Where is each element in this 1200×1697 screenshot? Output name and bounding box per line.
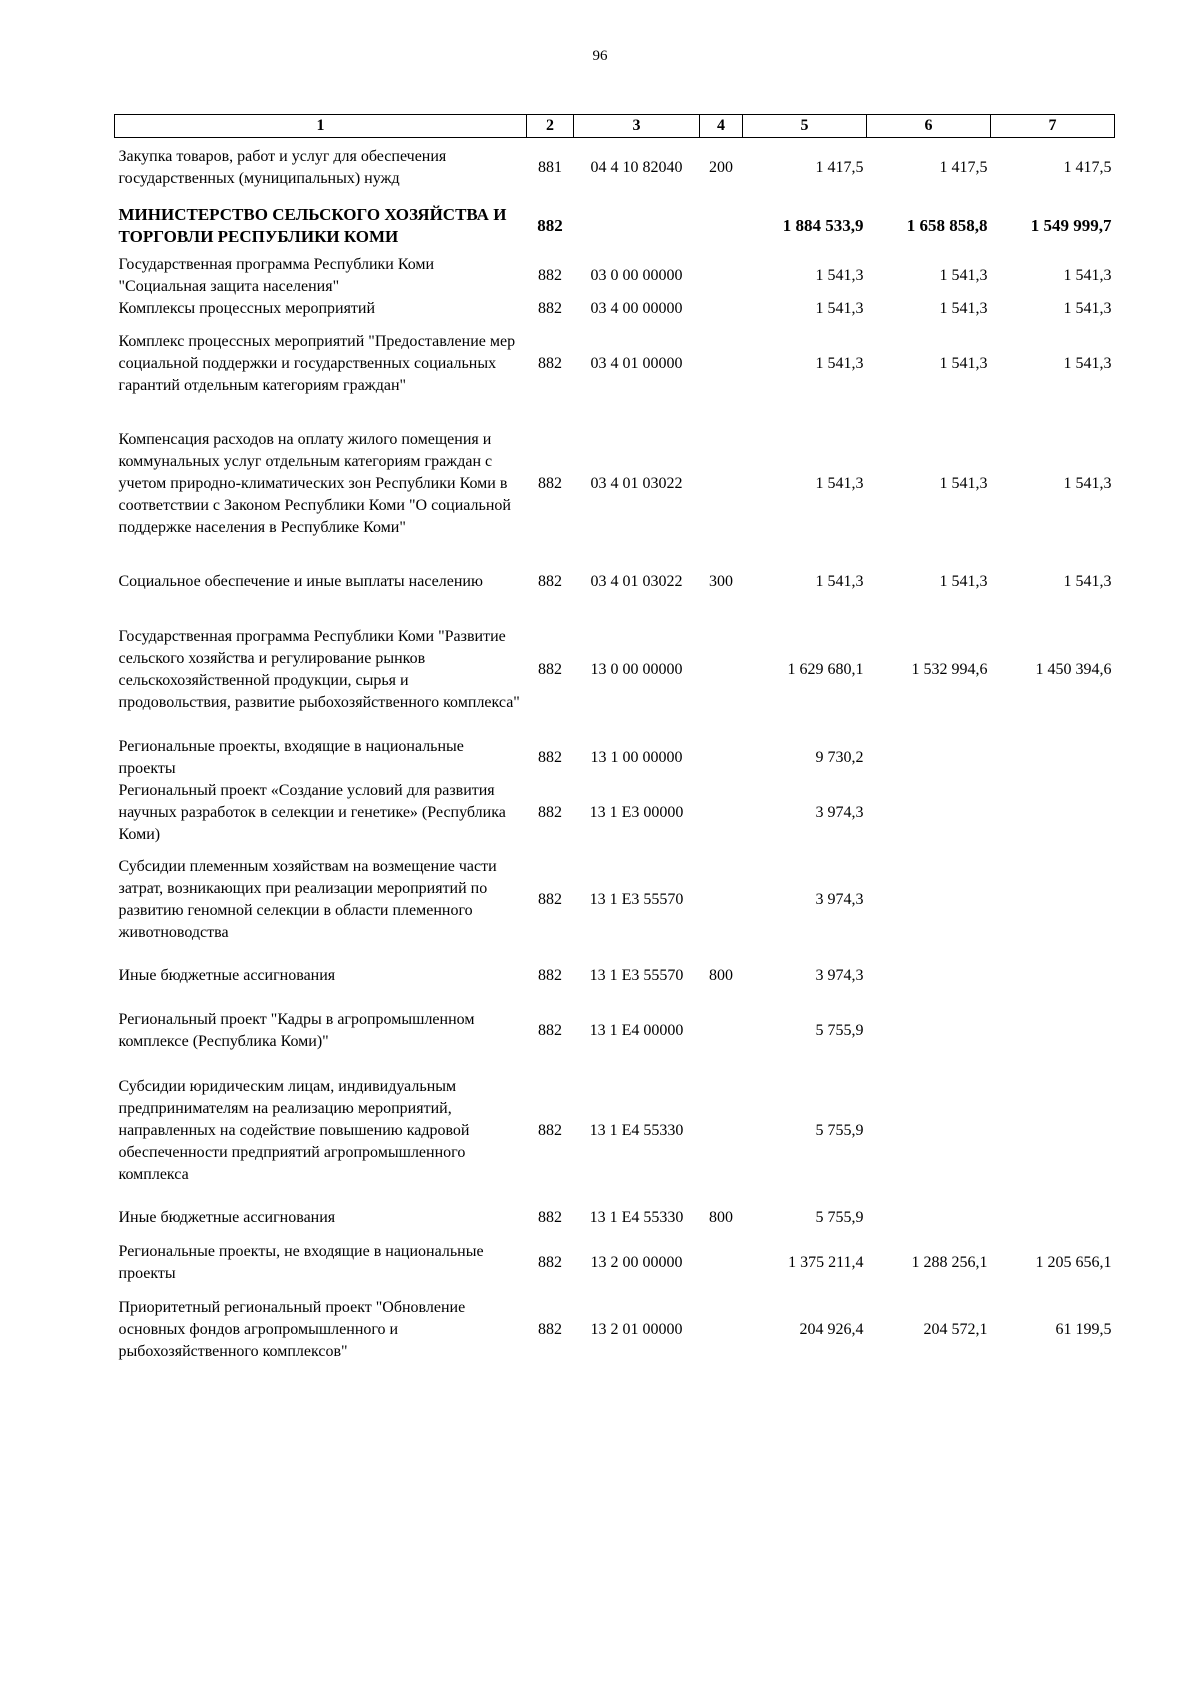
table-row <box>115 954 1115 998</box>
row-amount-col5: 1 884 533,9 <box>782 215 864 235</box>
header-col-2: 2 <box>527 115 574 138</box>
table-row <box>115 604 1115 736</box>
row-amount-col5: 3 974,3 <box>815 890 864 908</box>
row-amount-col5: 5 755,9 <box>815 1121 864 1139</box>
row-description: МИНИСТЕРСТВО СЕЛЬСКОГО ХОЗЯЙСТВА И ТОРГОВЛИ РЕСПУБЛИКИ КОМИ <box>118 204 507 246</box>
row-admin-code: 882 <box>538 803 562 821</box>
row-admin-code: 882 <box>538 354 562 372</box>
header-col-1: 1 <box>115 115 527 138</box>
row-amount-col6: 1 658 858,8 <box>906 215 988 235</box>
row-admin-code: 882 <box>538 474 562 492</box>
header-col-7: 7 <box>991 115 1115 138</box>
row-amount-col7: 1 541,3 <box>1063 572 1112 590</box>
row-amount-col7: 1 417,5 <box>1063 158 1112 176</box>
row-description: Закупка товаров, работ и услуг для обеспечения государственных (муниципальных) нужд <box>118 147 447 187</box>
row-expense-type: 800 <box>709 966 733 984</box>
row-amount-col6: 204 572,1 <box>923 1320 988 1338</box>
header-col-4: 4 <box>700 115 743 138</box>
row-target-code: 13 0 00 00000 <box>590 660 683 678</box>
row-target-code: 03 4 01 03022 <box>590 572 683 590</box>
row-admin-code: 882 <box>538 266 562 284</box>
row-amount-col6 <box>867 998 991 1064</box>
row-amount-col6 <box>867 1198 991 1238</box>
row-amount-col6 <box>867 736 991 780</box>
row-target-code: 13 1 E3 55570 <box>589 966 684 984</box>
row-expense-type <box>700 1288 743 1372</box>
row-amount-col7: 1 205 656,1 <box>1035 1253 1112 1271</box>
table-body <box>115 138 1115 1372</box>
row-admin-code: 882 <box>538 660 562 678</box>
row-target-code: 03 4 01 00000 <box>590 354 683 372</box>
row-target-code: 13 1 E3 00000 <box>589 803 684 821</box>
row-description: Государственная программа Республики Коми "Развитие сельского хозяйства и регулирование рынков сельскохозяйственной продукции, сырья и продовольствия, развитие рыбохозяйственного комплекса" <box>118 627 520 711</box>
row-admin-code: 882 <box>538 1253 562 1271</box>
row-target-code: 03 4 00 00000 <box>590 299 683 317</box>
row-admin-code: 882 <box>538 572 562 590</box>
table-row <box>115 736 1115 780</box>
row-amount-col7 <box>991 846 1115 954</box>
row-amount-col5: 1 417,5 <box>815 158 864 176</box>
table-row <box>115 780 1115 846</box>
row-amount-col5: 9 730,2 <box>815 748 864 766</box>
row-amount-col5: 3 974,3 <box>815 966 864 984</box>
row-amount-col5: 1 541,3 <box>815 299 864 317</box>
row-amount-col6: 1 541,3 <box>939 354 988 372</box>
row-amount-col6: 1 288 256,1 <box>911 1253 988 1271</box>
table-header-row <box>115 115 1115 138</box>
row-amount-col6: 1 532 994,6 <box>911 660 988 678</box>
row-amount-col7: 1 450 394,6 <box>1035 660 1112 678</box>
row-description: Региональный проект «Создание условий для развития научных разработок в селекции и генетике» (Республика Коми) <box>118 781 506 843</box>
row-target-code: 03 0 00 00000 <box>590 266 683 284</box>
row-amount-col7: 1 549 999,7 <box>1030 215 1112 235</box>
row-amount-col7 <box>991 954 1115 998</box>
row-target-code: 04 4 10 82040 <box>590 158 683 176</box>
table-row <box>115 560 1115 604</box>
row-amount-col5: 1 541,3 <box>815 354 864 372</box>
row-description: Комплексы процессных мероприятий <box>118 299 376 317</box>
table-row <box>115 298 1115 320</box>
row-admin-code: 882 <box>538 1021 562 1039</box>
row-expense-type <box>700 320 743 408</box>
row-target-code: 13 1 E3 55570 <box>589 890 684 908</box>
row-admin-code: 882 <box>538 748 562 766</box>
row-description: Компенсация расходов на оплату жилого помещения и коммунальных услуг отдельным категориям граждан с учетом природно-климатических зон Республики Коми в соответствии с Законом Республики Коми "О социальной поддержке населения в Республике Коми" <box>118 430 511 536</box>
row-description: Комплекс процессных мероприятий "Предоставление мер социальной поддержки и государственных социальных гарантий отдельным категориям граждан" <box>118 332 516 394</box>
row-expense-type <box>700 408 743 560</box>
row-expense-type: 800 <box>709 1208 733 1226</box>
row-amount-col6: 1 541,3 <box>939 474 988 492</box>
row-expense-type <box>700 298 743 320</box>
row-description: Государственная программа Республики Коми "Социальная защита населения" <box>118 255 435 295</box>
row-amount-col7: 1 541,3 <box>1063 354 1112 372</box>
page-number: 96 <box>592 48 608 64</box>
row-target-code: 13 1 E4 55330 <box>589 1208 684 1226</box>
row-expense-type: 200 <box>709 158 733 176</box>
row-amount-col5: 5 755,9 <box>815 1208 864 1226</box>
row-expense-type <box>700 780 743 846</box>
row-amount-col7: 1 541,3 <box>1063 474 1112 492</box>
row-target-code: 13 2 01 00000 <box>590 1320 683 1338</box>
row-admin-code: 882 <box>538 966 562 984</box>
row-target-code: 13 1 00 00000 <box>590 748 683 766</box>
header-col-3: 3 <box>574 115 700 138</box>
header-col-6: 6 <box>867 115 991 138</box>
row-expense-type <box>700 254 743 298</box>
row-admin-code: 882 <box>538 1320 562 1338</box>
row-description: Иные бюджетные ассигнования <box>118 966 336 984</box>
row-amount-col6: 1 417,5 <box>939 158 988 176</box>
row-description: Региональный проект "Кадры в агропромышленном комплексе (Республика Коми)" <box>118 1010 475 1050</box>
row-amount-col7 <box>991 780 1115 846</box>
row-amount-col7: 1 541,3 <box>1063 299 1112 317</box>
table-row <box>115 1238 1115 1288</box>
row-amount-col5: 1 541,3 <box>815 572 864 590</box>
row-target-code: 13 1 E4 55330 <box>589 1121 684 1139</box>
row-expense-type: 300 <box>709 572 733 590</box>
row-admin-code: 882 <box>538 890 562 908</box>
row-amount-col7 <box>991 1064 1115 1198</box>
row-target-code: 13 1 E4 00000 <box>589 1021 684 1039</box>
table-row <box>115 1288 1115 1372</box>
row-amount-col7 <box>991 736 1115 780</box>
row-description: Приоритетный региональный проект "Обновление основных фондов агропромышленного и рыбохозяйственного комплексов" <box>118 1298 466 1360</box>
row-admin-code: 882 <box>538 1208 562 1226</box>
row-amount-col6 <box>867 1064 991 1198</box>
table-row <box>115 198 1115 254</box>
row-admin-code: 881 <box>538 158 562 176</box>
header-col-5: 5 <box>743 115 867 138</box>
row-admin-code: 882 <box>537 215 563 235</box>
row-admin-code: 882 <box>538 1121 562 1139</box>
row-description: Субсидии юридическим лицам, индивидуальным предпринимателям на реализацию мероприятий, направленных на содействие повышению кадровой обеспеченности предприятий агропромышленного комплекса <box>118 1077 470 1183</box>
table-row <box>115 138 1115 198</box>
row-amount-col5: 5 755,9 <box>815 1021 864 1039</box>
table-row <box>115 1064 1115 1198</box>
row-amount-col6 <box>867 780 991 846</box>
row-amount-col5: 1 541,3 <box>815 266 864 284</box>
row-description: Социальное обеспечение и иные выплаты населению <box>118 572 483 590</box>
row-description: Иные бюджетные ассигнования <box>118 1208 336 1226</box>
row-expense-type <box>700 846 743 954</box>
row-amount-col6 <box>867 846 991 954</box>
row-description: Субсидии племенным хозяйствам на возмещение части затрат, возникающих при реализации мероприятий по развитию геномной селекции в области племенного животноводства <box>118 857 497 941</box>
table-row <box>115 846 1115 954</box>
row-admin-code: 882 <box>538 299 562 317</box>
row-expense-type <box>700 998 743 1064</box>
row-expense-type <box>700 1238 743 1288</box>
row-amount-col5: 3 974,3 <box>815 803 864 821</box>
table-row <box>115 1198 1115 1238</box>
row-target-code: 13 2 00 00000 <box>590 1253 683 1271</box>
row-amount-col7 <box>991 998 1115 1064</box>
row-amount-col7 <box>991 1198 1115 1238</box>
table-row <box>115 998 1115 1064</box>
row-target-code: 03 4 01 03022 <box>590 474 683 492</box>
row-description: Региональные проекты, не входящие в национальные проекты <box>118 1242 484 1282</box>
row-amount-col6: 1 541,3 <box>939 572 988 590</box>
table-row <box>115 320 1115 408</box>
row-expense-type <box>700 604 743 736</box>
table-row <box>115 408 1115 560</box>
row-target-code <box>574 198 700 254</box>
row-amount-col5: 204 926,4 <box>799 1320 864 1338</box>
row-amount-col6: 1 541,3 <box>939 299 988 317</box>
row-expense-type <box>700 198 743 254</box>
table-row <box>115 254 1115 298</box>
row-amount-col6: 1 541,3 <box>939 266 988 284</box>
budget-table <box>114 114 1115 1372</box>
row-amount-col5: 1 629 680,1 <box>787 660 864 678</box>
row-amount-col5: 1 541,3 <box>815 474 864 492</box>
row-amount-col7: 1 541,3 <box>1063 266 1112 284</box>
row-amount-col5: 1 375 211,4 <box>788 1253 864 1271</box>
row-description: Региональные проекты, входящие в национальные проекты <box>118 737 464 777</box>
row-amount-col6 <box>867 954 991 998</box>
row-expense-type <box>700 1064 743 1198</box>
row-expense-type <box>700 736 743 780</box>
row-amount-col7: 61 199,5 <box>1055 1320 1112 1338</box>
